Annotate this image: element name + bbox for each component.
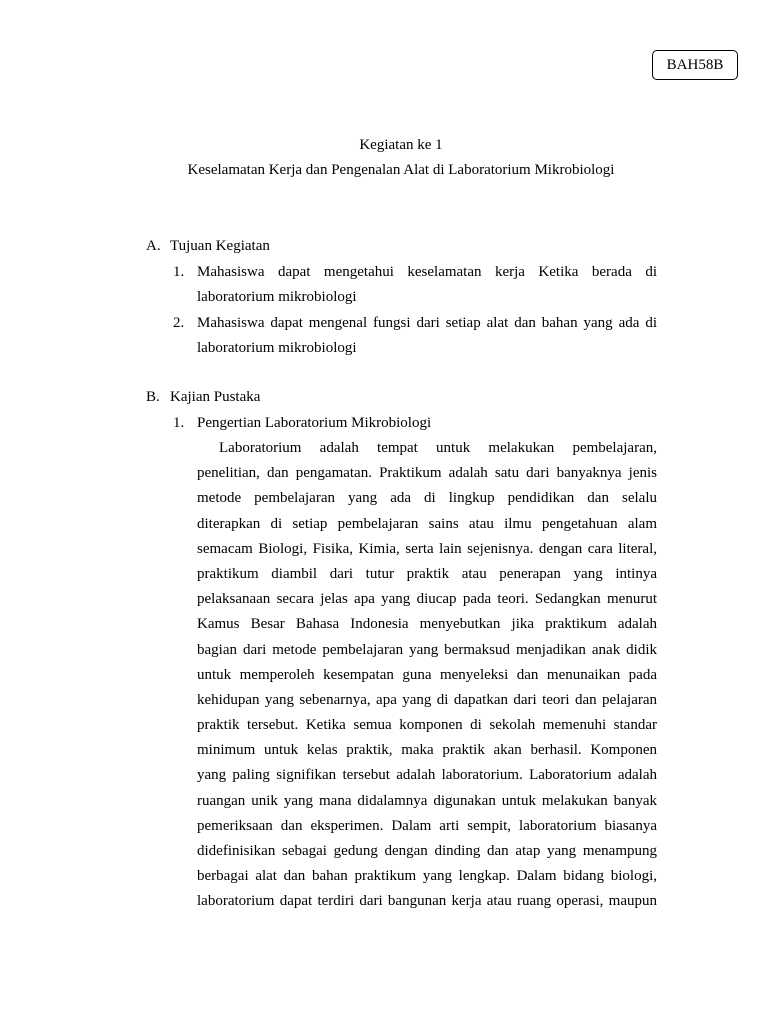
paragraph-line: diterapkan di setiap pembelajaran sains atau ilmu pengetahuan alam bbox=[197, 515, 657, 532]
paragraph-line: praktik tersebut. Ketika semua komponen di sekolah memenuhi standar bbox=[197, 717, 657, 734]
paragraph-line: pelaksanaan secara jelas apa yang diucap pada teori. Sedangkan menurut bbox=[197, 591, 657, 608]
document-code-box: BAH58B bbox=[652, 50, 738, 80]
list-item-text: Mahasiswa dapat mengetahui keselamatan kerja Ketika berada di laboratorium mikrobiologi bbox=[197, 264, 657, 306]
list-item bbox=[173, 311, 657, 361]
paragraph-line: metode pembelajaran yang ada di lingkup pendidikan dan selalu bbox=[197, 490, 657, 507]
list-item-text: Mahasiswa dapat mengenal fungsi dari setiap alat dan bahan yang ada di laboratorium mikrobiologi bbox=[197, 315, 657, 357]
paragraph-line: untuk memperoleh kesempatan guna menyeleksi dan menunaikan pada bbox=[197, 666, 657, 683]
paragraph-line: penelitian, dan pengamatan. Praktikum adalah satu dari banyaknya jenis bbox=[197, 465, 657, 482]
body-paragraph bbox=[197, 436, 657, 915]
paragraph-line: Laboratorium adalah tempat untuk melakukan pembelajaran, bbox=[219, 440, 657, 456]
list-item-text: Pengertian Laboratorium Mikrobiologi bbox=[197, 415, 432, 431]
list-item-number: 2. bbox=[173, 315, 185, 331]
paragraph-line: yang paling signifikan tersebut adalah laboratorium. Laboratorium adalah bbox=[197, 767, 657, 784]
list-item bbox=[173, 260, 657, 310]
activity-subtitle: Keselamatan Kerja dan Pengenalan Alat di Laboratorium Mikrobiologi bbox=[187, 162, 615, 178]
section-a-heading bbox=[146, 238, 270, 255]
paragraph-line: kehidupan yang sebenarnya, apa yang di dapatkan dari teori dan pelajaran bbox=[197, 691, 657, 708]
section-b-letter: B. bbox=[146, 389, 160, 405]
section-a-letter: A. bbox=[146, 238, 161, 254]
section-b-title: Kajian Pustaka bbox=[170, 389, 261, 405]
paragraph-line: semacam Biologi, Fisika, Kimia, serta lain sejenisnya. dengan cara literal, bbox=[197, 540, 657, 557]
activity-title: Kegiatan ke 1 bbox=[359, 137, 443, 153]
paragraph-line: bagian dari metode pembelajaran yang bermaksud menjadikan anak didik bbox=[197, 641, 657, 658]
list-item bbox=[173, 411, 657, 436]
paragraph-line: pemeriksaan dan eksperimen. Dalam arti sempit, laboratorium biasanya bbox=[197, 817, 657, 834]
list-item-number: 1. bbox=[173, 264, 185, 280]
paragraph-line: berbagai alat dan bahan praktikum yang lengkap. Dalam bidang biologi, bbox=[197, 868, 657, 885]
paragraph-line: laboratorium dapat terdiri dari bangunan kerja atau ruang operasi, maupun bbox=[197, 893, 657, 910]
section-b-heading bbox=[146, 389, 260, 406]
paragraph-line: minimum untuk kelas praktik, maka praktik akan berhasil. Komponen bbox=[197, 742, 657, 759]
paragraph-line: praktikum diambil dari tutur praktik atau penerapan yang intinya bbox=[197, 565, 657, 582]
paragraph-line: Kamus Besar Bahasa Indonesia menyebutkan jika praktikum adalah bbox=[197, 616, 657, 633]
paragraph-line: ruangan unik yang mana didalamnya digunakan untuk melakukan banyak bbox=[197, 792, 657, 809]
list-item-number: 1. bbox=[173, 415, 185, 431]
paragraph-line: didefinisikan sebagai gedung dengan dinding dan atap yang menampung bbox=[197, 843, 657, 859]
section-a-title: Tujuan Kegiatan bbox=[170, 238, 270, 254]
